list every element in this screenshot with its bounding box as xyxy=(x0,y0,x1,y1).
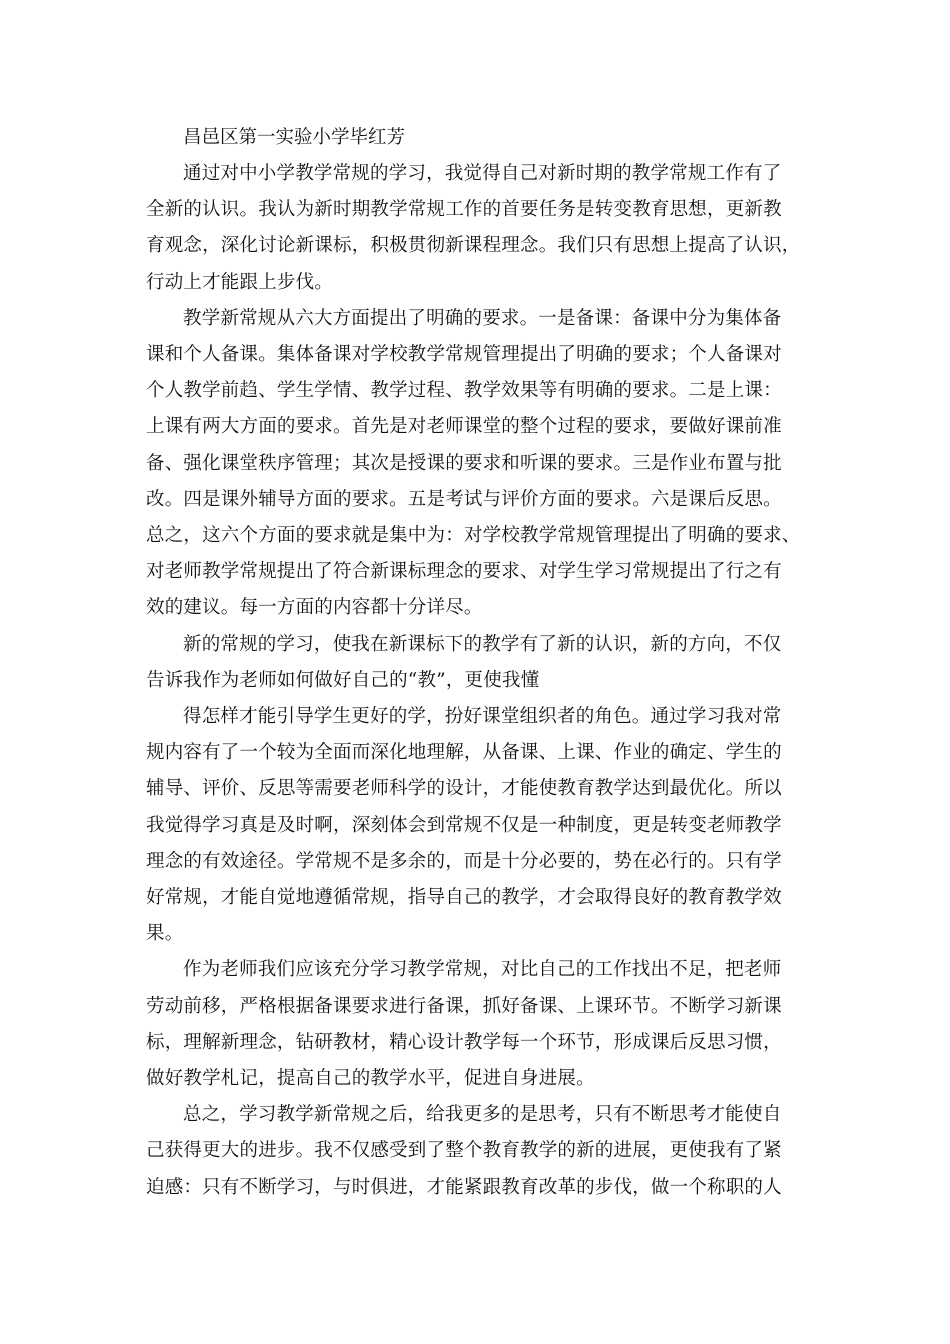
text-line: 标，理解新理念，钻研教材，精心设计教学每一个环节，形成课后反思习惯， xyxy=(146,1031,782,1053)
paragraph xyxy=(146,627,806,699)
paragraph xyxy=(146,952,806,1097)
text-line: 理念的有效途径。学常规不是多余的，而是十分必要的，势在必行的。只有学 xyxy=(146,850,782,872)
text-line: 得怎样才能引导学生更好的学，扮好课堂组织者的角色。通过学习我对常 xyxy=(183,706,782,728)
text-line: 告诉我作为老师如何做好自己的“教”，更使我懂 xyxy=(146,669,540,691)
text-line: 效的建议。每一方面的内容都十分详尽。 xyxy=(146,597,483,619)
text-line: 全新的认识。我认为新时期教学常规工作的首要任务是转变教育思想，更新教 xyxy=(146,199,782,221)
text-line: 课和个人备课。集体备课对学校教学常规管理提出了明确的要求；个人备课对 xyxy=(146,344,782,366)
paragraph xyxy=(146,1097,806,1206)
text-line: 备、强化课堂秩序管理；其次是授课的要求和听课的要求。三是作业布置与批 xyxy=(146,452,782,474)
text-line: 做好教学札记，提高自己的教学水平，促进自身进展。 xyxy=(146,1068,595,1090)
text-line: 好常规，才能自觉地遵循常规，指导自己的教学，才会取得良好的教育教学效 xyxy=(146,887,782,909)
text-line: 行动上才能跟上步伐。 xyxy=(146,271,334,293)
text-line: 育观念，深化讨论新课标，积极贯彻新课程理念。我们只有思想上提高了认识， xyxy=(146,235,801,257)
text-line: 改。四是课外辅导方面的要求。五是考试与评价方面的要求。六是课后反思。 xyxy=(146,488,782,510)
text-line: 果。 xyxy=(146,923,184,945)
document-page xyxy=(146,120,806,1206)
paragraph xyxy=(146,156,806,301)
text-line: 作为老师我们应该充分学习教学常规，对比自己的工作找出不足，把老师 xyxy=(183,959,782,981)
text-line: 总之，学习教学新常规之后，给我更多的是思考，只有不断思考才能使自 xyxy=(183,1104,782,1126)
text-line: 新的常规的学习，使我在新课标下的教学有了新的认识，新的方向，不仅 xyxy=(183,633,782,655)
text-line: 对老师教学常规提出了符合新课标理念的要求、对学生学习常规提出了行之有 xyxy=(146,561,782,583)
text-line: 个人教学前趋、学生学情、教学过程、教学效果等有明确的要求。二是上课： xyxy=(146,380,782,402)
text-line: 教学新常规从六大方面提出了明确的要求。一是备课：备课中分为集体备 xyxy=(183,307,782,329)
paragraph xyxy=(146,699,806,952)
text-line: 我觉得学习真是及时啊，深刻体会到常规不仅是一种制度，更是转变老师教学 xyxy=(146,814,782,836)
text-line: 迫感：只有不断学习，与时俱进，才能紧跟教育改革的步伐，做一个称职的人 xyxy=(146,1176,782,1198)
text-line: 辅导、评价、反思等需要老师科学的设计，才能使教育教学达到最优化。所以 xyxy=(146,778,782,800)
paragraph xyxy=(146,301,806,627)
text-line: 通过对中小学教学常规的学习，我觉得自己对新时期的教学常规工作有了 xyxy=(183,163,782,184)
text-line: 上课有两大方面的要求。首先是对老师课堂的整个过程的要求，要做好课前准 xyxy=(146,416,782,438)
author-line: 昌邑区第一实验小学毕红芳 xyxy=(183,127,406,148)
text-line: 总之，这六个方面的要求就是集中为：对学校教学常规管理提出了明确的要求、 xyxy=(146,525,801,547)
text-line: 劳动前移，严格根据备课要求进行备课，抓好备课、上课环节。不断学习新课 xyxy=(146,995,782,1017)
document-body xyxy=(146,156,806,1206)
text-line: 规内容有了一个较为全面而深化地理解，从备课、上课、作业的确定、学生的 xyxy=(146,742,782,764)
text-line: 己获得更大的进步。我不仅感受到了整个教育教学的新的进展，更使我有了紧 xyxy=(146,1140,782,1162)
